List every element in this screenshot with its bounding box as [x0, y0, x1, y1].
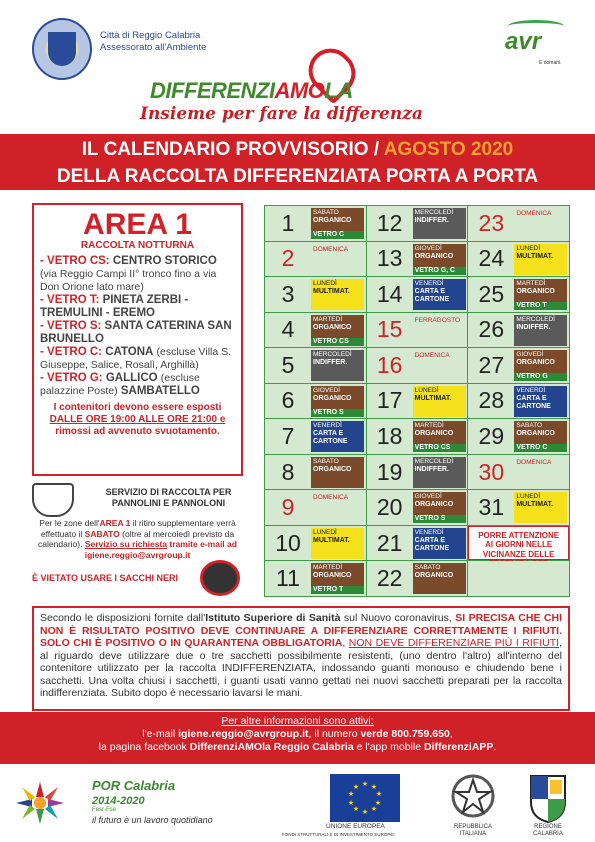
calendar-day — [265, 277, 366, 312]
glass-zone: VETRO C — [514, 444, 567, 452]
waste-type: INDIFFER. — [516, 323, 551, 331]
glass-zone: VETRO G, C — [413, 267, 466, 275]
day-number: 3 — [281, 280, 295, 307]
city-crest — [32, 18, 92, 80]
glass-zone: VETRO G — [514, 373, 567, 381]
collection-badge — [514, 386, 567, 417]
svg-text:★: ★ — [352, 783, 360, 791]
day-name: GIOVEDÌ — [516, 351, 544, 359]
calendar-day — [265, 384, 366, 419]
day-number: 8 — [281, 458, 295, 485]
day-name: SABATO — [414, 564, 441, 572]
calendar-day — [265, 348, 366, 383]
calendar-day — [265, 206, 366, 241]
eu-label: UNIONE EUROPEA — [326, 823, 385, 830]
day-number: 26 — [478, 316, 505, 343]
waste-type: MULTIMAT. — [313, 536, 350, 544]
day-name: MERCOLEDÌ — [414, 457, 454, 465]
covid-notice: Secondo le disposizioni fornite dall'Istituto Superiore di Sanità sul Nuovo coronavirus, SI PRECISA CHE CHI NON È RISULTATO POSITIVO DEVE CONTINUARE A DIFFERENZIARE CORRETTAMENTE I RIFIUTI. SOLO CHI È POSITIVO O IN QUARANTENA OBBLIGATORIA, NON DEVE DIFFERENZIARE PIÙ I RIFIUTI, al riguardo deve utilizzare due o tre sacchetti possibilmente resistenti, (uno dentro l'altro) all'interno del contenitore utilizzato per la raccolta INDIFFERENZIATA, indossando guanti monouso e chiudendo bene i sacchetti. Una volta chiusi i sacchetti, i guanti usati vanno gettati nei nuovi sacchetti preparati per la raccolta indifferenziata. Subito dopo è necessario lavarsi le mani. — [32, 606, 570, 711]
collection-badge — [413, 244, 466, 275]
info-email-link[interactable]: igiene.reggio@avrgroup.it — [178, 728, 309, 740]
waste-type: ORGANICO — [414, 501, 454, 509]
por-fund: Fesr-Fse — [92, 807, 116, 813]
holiday-warning: PORRE ATTENZIONE AI GIORNI NELLE VICINANZE DELLE — [468, 526, 569, 561]
calendar-day — [367, 561, 468, 596]
day-name: GIOVEDÌ — [313, 386, 341, 394]
day-name: DOMENICA — [414, 352, 450, 360]
day-number: 29 — [478, 423, 505, 450]
calendar-day — [265, 561, 366, 596]
day-number: 16 — [376, 351, 403, 378]
day-name: VENERDÌ — [313, 422, 342, 430]
calendar-day — [265, 526, 366, 561]
day-number: 4 — [281, 316, 295, 343]
calendar-day — [468, 455, 569, 490]
area-title: AREA 1 — [83, 208, 192, 241]
calendar-day — [367, 348, 468, 383]
day-number: 15 — [376, 316, 403, 343]
day-name: MERCOLEDÌ — [313, 351, 352, 359]
city-header — [100, 30, 206, 54]
avr-logo-sub: E domani. — [539, 60, 562, 66]
area-item: - VETRO C: CATONA (escluse Villa S. Giuseppe, Salice, Rosalì, Arghillà) — [40, 346, 232, 371]
waste-type: MULTIMAT. — [414, 394, 452, 402]
calendar-day — [468, 419, 569, 454]
collection-badge — [311, 279, 364, 310]
calabria-region-emblem-icon — [527, 772, 569, 824]
day-name: GIOVEDÌ — [414, 244, 442, 252]
eu-sublabel: FONDI STRUTTURALI E DI INVESTIMENTO EUROPEI — [282, 832, 395, 837]
waste-type: ORGANICO — [313, 572, 352, 580]
day-number: 25 — [478, 280, 505, 307]
calendar-day — [468, 206, 569, 241]
area-items — [40, 255, 235, 398]
avr-logo: avr — [505, 28, 542, 55]
collection-badge — [514, 350, 567, 381]
day-name: GIOVEDÌ — [414, 493, 442, 501]
waste-type: ORGANICO — [414, 430, 454, 438]
area-item: - VETRO G: GALLICO (escluse palazzine Poste) SAMBATELLO — [40, 372, 200, 397]
glass-zone: VETRO CS — [413, 444, 466, 452]
svg-text:★: ★ — [361, 780, 369, 788]
waste-type: INDIFFER. — [313, 359, 348, 367]
waste-type: ORGANICO — [516, 430, 555, 438]
waste-type: MULTIMAT. — [313, 288, 350, 296]
day-name: FERRAGOSTO — [414, 316, 461, 324]
waste-type: ORGANICO — [313, 323, 352, 331]
city-name: Città di Reggio Calabria — [100, 30, 201, 41]
day-name: SABATO — [313, 457, 339, 465]
calendar-day — [367, 313, 468, 348]
glass-zone: VETRO T — [311, 586, 364, 594]
svg-text:★: ★ — [352, 805, 360, 813]
day-number: 28 — [478, 387, 505, 414]
svg-text:★: ★ — [347, 799, 355, 807]
svg-text:★: ★ — [375, 790, 383, 798]
waste-type: CARTA E CARTONE — [414, 536, 450, 552]
day-name: MERCOLEDÌ — [414, 209, 454, 216]
waste-type: INDIFFER. — [414, 217, 449, 224]
day-number: 18 — [376, 423, 403, 450]
collection-badge — [311, 208, 364, 239]
glass-zone: VETRO C — [311, 231, 364, 239]
calendar-grid — [264, 205, 570, 597]
day-name: LUNEDÌ — [516, 493, 541, 501]
day-number: 11 — [276, 565, 300, 592]
collection-badge — [514, 421, 567, 452]
republic-label: REPUBBLICA ITALIANA — [453, 824, 492, 837]
exposure-note: I contenitori devono essere esposti DALLE ORE 19:00 ALLE ORE 21:00 e rimossi ad avvenuto svuotamento. — [49, 402, 226, 437]
svg-text:★: ★ — [361, 808, 369, 816]
italian-republic-emblem-icon — [448, 772, 498, 824]
title-month: AGOSTO 2020 — [383, 139, 514, 160]
day-number: 31 — [478, 494, 505, 521]
collection-badge — [311, 315, 364, 346]
glass-zone: VETRO S — [413, 515, 466, 523]
day-number: 27 — [478, 351, 505, 378]
day-number: 24 — [478, 245, 505, 272]
calendar-day — [468, 242, 569, 277]
calendar-day — [468, 490, 569, 525]
collection-badge — [413, 563, 466, 594]
glass-zone: VETRO T — [514, 302, 567, 310]
tagline: Insieme per fare la differenza — [140, 104, 423, 124]
calendar-day — [265, 490, 366, 525]
collection-badge — [311, 457, 364, 488]
day-name: MARTEDÌ — [516, 280, 546, 288]
waste-type: ORGANICO — [313, 465, 352, 473]
day-name: VENERDÌ — [414, 280, 444, 288]
info-title: Per altre informazioni sono attivi: — [221, 715, 374, 727]
day-name: LUNEDÌ — [313, 280, 337, 288]
por-title: POR Calabria — [92, 778, 176, 793]
black-bags-warning: È VIETATO USARE I SACCHI NERI — [32, 573, 179, 583]
day-number: 30 — [478, 458, 505, 485]
day-number: 17 — [376, 387, 403, 414]
day-number: 22 — [376, 565, 403, 592]
calendar-day — [367, 419, 468, 454]
waste-type: CARTA E CARTONE — [313, 430, 348, 446]
day-name: DOMENICA — [516, 210, 552, 217]
day-number: 20 — [376, 494, 403, 521]
calendar-day — [468, 526, 569, 561]
collection-badge — [311, 563, 364, 594]
calendar-day — [367, 384, 468, 419]
collection-badge — [413, 457, 466, 488]
day-name: SABATO — [313, 209, 339, 216]
collection-badge — [413, 528, 466, 559]
day-name: VENERDÌ — [414, 528, 444, 536]
collection-badge — [514, 244, 567, 275]
collection-badge — [413, 386, 466, 417]
day-name: LUNEDÌ — [516, 244, 541, 252]
calendar-day — [367, 242, 468, 277]
day-name: DOMENICA — [313, 245, 349, 253]
day-name: DOMENICA — [516, 458, 552, 466]
day-number: 9 — [281, 494, 295, 521]
day-name: LUNEDÌ — [313, 528, 337, 536]
title-line1: IL CALENDARIO PROVVISORIO / — [81, 139, 380, 160]
no-black-bag-icon — [200, 560, 240, 596]
collection-badge — [311, 386, 364, 417]
service-title: SERVIZIO DI RACCOLTA PER PANNOLINI E PANNOLONI — [105, 487, 232, 508]
waste-type: ORGANICO — [516, 288, 555, 296]
collection-badge — [514, 315, 567, 346]
day-number: 7 — [281, 423, 295, 450]
info-social: la pagina facebook DifferenziAMOla Reggio Calabria e l'app mobile DifferenziAPP. — [98, 741, 497, 753]
svg-text:★: ★ — [370, 783, 378, 791]
day-number: 2 — [281, 245, 295, 272]
waste-type: CARTA E CARTONE — [414, 288, 450, 304]
day-number: 5 — [281, 351, 295, 378]
calendar-day — [468, 348, 569, 383]
svg-text:★: ★ — [374, 799, 382, 807]
waste-type: ORGANICO — [516, 359, 555, 367]
day-number: 14 — [376, 280, 403, 307]
collection-badge — [413, 492, 466, 523]
calendar-day — [367, 206, 468, 241]
glass-zone: VETRO S — [311, 409, 364, 417]
waste-type: MULTIMAT. — [516, 501, 554, 509]
service-text: Per le zone dell'AREA 1 il ritiro supplementare verrà effettuato il SABATO (oltre al mercoledì previsto da calendario). Servizio su richiesta tramite e-mail ad igiene.reggio@avrgroup.it — [38, 518, 237, 560]
area-item: - VETRO S: SANTA CATERINA SAN BRUNELLO — [40, 320, 232, 345]
info-contact: l'e-mail igiene.reggio@avrgroup.it, il numero verde 800.759.650, — [142, 728, 453, 740]
calendar-day — [468, 277, 569, 312]
day-name: MARTEDÌ — [414, 422, 444, 430]
day-number: 12 — [376, 209, 403, 236]
area-subtitle: RACCOLTA NOTTURNA — [80, 240, 195, 251]
diaper-icon — [32, 483, 74, 517]
day-name: DOMENICA — [313, 494, 349, 502]
day-number: 10 — [275, 529, 301, 556]
collection-badge — [413, 421, 466, 452]
collection-badge — [514, 492, 567, 523]
calendar-day — [265, 419, 366, 454]
calendar-day — [367, 455, 468, 490]
calendar-day — [265, 313, 366, 348]
day-name: VENERDÌ — [516, 386, 546, 394]
waste-type: ORGANICO — [414, 252, 454, 260]
day-name: SABATO — [516, 422, 543, 430]
collection-badge — [514, 279, 567, 310]
collection-badge — [413, 208, 466, 239]
calendar-day — [468, 313, 569, 348]
collection-badge — [311, 421, 364, 452]
por-calabria-logo — [12, 780, 68, 826]
info-banner — [0, 712, 595, 764]
waste-type: CARTA E CARTONE — [516, 394, 551, 410]
calendar-day — [367, 277, 468, 312]
day-name: LUNEDÌ — [414, 386, 439, 394]
eu-flag-icon — [330, 774, 400, 822]
day-number: 21 — [376, 529, 403, 556]
por-motto: il futuro è un lavoro quotidiano — [92, 815, 213, 825]
area-item: - VETRO CS: CENTRO STORICO (via Reggio Campi II° tronco fino a via Don Orione lato mare) — [40, 255, 217, 293]
collection-badge — [311, 528, 364, 559]
calendar-day — [265, 455, 366, 490]
city-department: Assessorato all'Ambiente — [100, 42, 207, 53]
calendar-day — [367, 526, 468, 561]
waste-type: ORGANICO — [414, 572, 454, 580]
waste-type: ORGANICO — [313, 217, 352, 224]
waste-type: ORGANICO — [313, 394, 352, 402]
day-number: 13 — [376, 245, 403, 272]
day-name: MARTEDÌ — [313, 315, 343, 323]
area-item: - VETRO T: PINETA ZERBI - TREMULINI - EREMO — [40, 294, 189, 319]
collection-badge — [413, 279, 466, 310]
day-name: MERCOLEDÌ — [516, 315, 555, 323]
calendar-day — [468, 384, 569, 419]
region-label: REGIONE CALABRIA — [533, 824, 563, 837]
day-number: 23 — [478, 209, 505, 236]
calendar-day — [367, 490, 468, 525]
day-number: 1 — [281, 209, 295, 236]
area-box — [32, 203, 243, 476]
por-years: 2014-2020 — [92, 795, 145, 807]
title-banner — [0, 134, 595, 190]
day-number: 6 — [281, 387, 295, 414]
differenziamola-logo: DIFFERENZIAMOLA — [150, 78, 353, 103]
svg-text:★: ★ — [347, 790, 355, 798]
waste-type: MULTIMAT. — [516, 252, 554, 260]
day-number: 19 — [376, 458, 403, 485]
calendar-day — [468, 561, 569, 596]
svg-text:★: ★ — [370, 805, 378, 813]
glass-zone: VETRO CS — [311, 338, 364, 346]
collection-badge — [311, 350, 364, 381]
title-line2: DELLA RACCOLTA DIFFERENZIATA PORTA A PORTA — [56, 166, 539, 187]
day-name: MARTEDÌ — [313, 564, 343, 572]
calendar-day — [265, 242, 366, 277]
waste-type: INDIFFER. — [414, 465, 449, 473]
